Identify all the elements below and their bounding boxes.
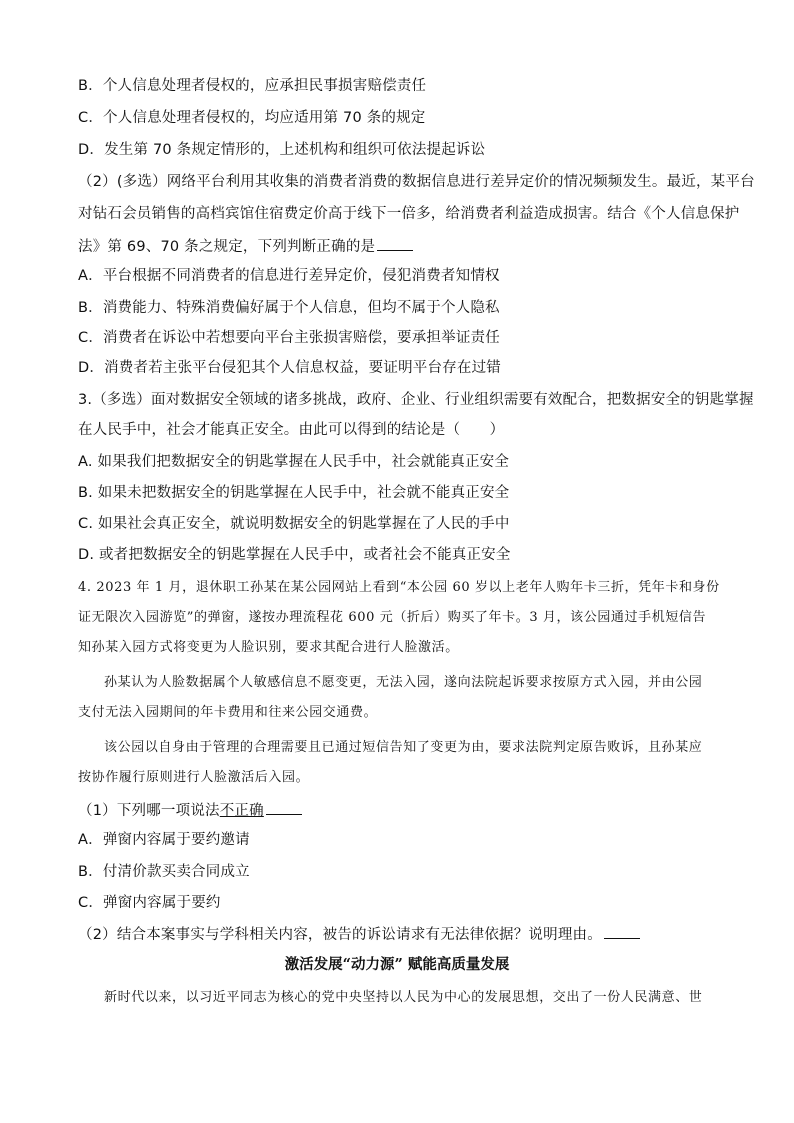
option-d-q1: D．发生第 70 条规定情形的，上述机构和组织可依法提起诉讼 — [78, 142, 486, 158]
answer-blank — [377, 236, 413, 251]
option-b-q4-1: B．付清价款买卖合同成立 — [78, 864, 250, 880]
question-4-para-1-line-1: 4. 2023 年 1 月，退休职工孙某在某公园网站上看到“本公园 60 岁以上老年人购年卡三折，凭年卡和身份 — [78, 580, 720, 595]
question-4-para-2-line-1: 孙某认为人脸数据属个人敏感信息不愿变更，无法入园，遂向法院起诉要求按原方式入园，并由公园 — [104, 675, 703, 690]
question-4-para-2-line-2: 支付无法入园期间的年卡费用和往来公园交通费。 — [78, 705, 378, 720]
option-c-q4-1: C．弹窗内容属于要约 — [78, 895, 221, 911]
option-d-q2: D．消费者若主张平台侵犯其个人信息权益，要证明平台存在过错 — [78, 360, 501, 376]
question-2-stem-line-1: （2）(多选）网络平台利用其收集的消费者消费的数据信息进行差异定价的情况频频发生。最近，某平台 — [78, 174, 755, 190]
question-4-para-3-line-1: 该公园以自身由于管理的合理需要且已通过短信告知了变更为由，要求法院判定原告败诉，且孙某应 — [104, 740, 703, 755]
question-2-stem-line-3 — [78, 236, 413, 257]
question-2-stem-text: 法》第 69、70 条之规定，下列判断正确的是 — [78, 239, 376, 255]
question-2-stem-line-2: 对钻石会员销售的高档宾馆住宿费定价高于线下一倍多，给消费者利益造成损害。结合《个人信息保护 — [78, 206, 740, 222]
sub-question-1-stem — [78, 800, 302, 821]
option-b-q2: B．消费能力、特殊消费偏好属于个人信息，但均不属于个人隐私 — [78, 300, 500, 316]
question-4-para-1-line-3: 知孙某入园方式将变更为人脸识别，要求其配合进行人脸激活。 — [78, 640, 459, 655]
option-a-q2: A．平台根据不同消费者的信息进行差异定价，侵犯消费者知情权 — [78, 268, 500, 284]
option-c-q1: C．个人信息处理者侵权的，均应适用第 70 条的规定 — [78, 110, 426, 126]
sub-question-2-text: （2）结合本案事实与学科相关内容，被告的诉讼请求有无法律依据？说明理由。 — [78, 927, 602, 943]
sub-question-1-text: （1）下列哪一项说法 — [78, 803, 220, 819]
option-a-q4-1: A．弹窗内容属于要约邀请 — [78, 832, 250, 848]
sub-question-2-stem — [78, 924, 640, 945]
question-4-para-1-line-2: 证无限次入园游览”的弹窗，遂按办理流程花 600 元（折后）购买了年卡。3 月，该公园通过手机短信告 — [78, 610, 707, 625]
option-b-q3: B. 如果未把数据安全的钥匙掌握在人民手中，社会就不能真正安全 — [78, 485, 510, 501]
section-paragraph-line-1: 新时代以来，以习近平同志为核心的党中央坚持以人民为中心的发展思想，交出了一份人民满意、世 — [104, 990, 703, 1005]
answer-blank — [604, 924, 640, 939]
question-3-stem-line-1: 3.（多选）面对数据安全领域的诸多挑战，政府、企业、行业组织需要有效配合，把数据安全的钥匙掌握 — [78, 392, 754, 408]
option-c-q2: C．消费者在诉讼中若想要向平台主张损害赔偿，要承担举证责任 — [78, 330, 500, 346]
question-3-stem-line-2: 在人民手中，社会才能真正安全。由此可以得到的结论是（ ） — [78, 422, 505, 438]
answer-blank — [266, 800, 302, 815]
question-4-para-3-line-2: 按协作履行原则进行人脸激活后入园。 — [78, 770, 310, 785]
section-title: 激活发展“动力源” 赋能高质量发展 — [284, 956, 510, 973]
emphasis-not-correct: 不正确 — [219, 803, 264, 819]
option-b-q1: B．个人信息处理者侵权的，应承担民事损害赔偿责任 — [78, 78, 427, 94]
option-a-q3: A. 如果我们把数据安全的钥匙掌握在人民手中，社会就能真正安全 — [78, 454, 510, 470]
option-d-q3: D. 或者把数据安全的钥匙掌握在人民手中，或者社会不能真正安全 — [78, 547, 511, 563]
option-c-q3: C. 如果社会真正安全，就说明数据安全的钥匙掌握在了人民的手中 — [78, 516, 510, 532]
